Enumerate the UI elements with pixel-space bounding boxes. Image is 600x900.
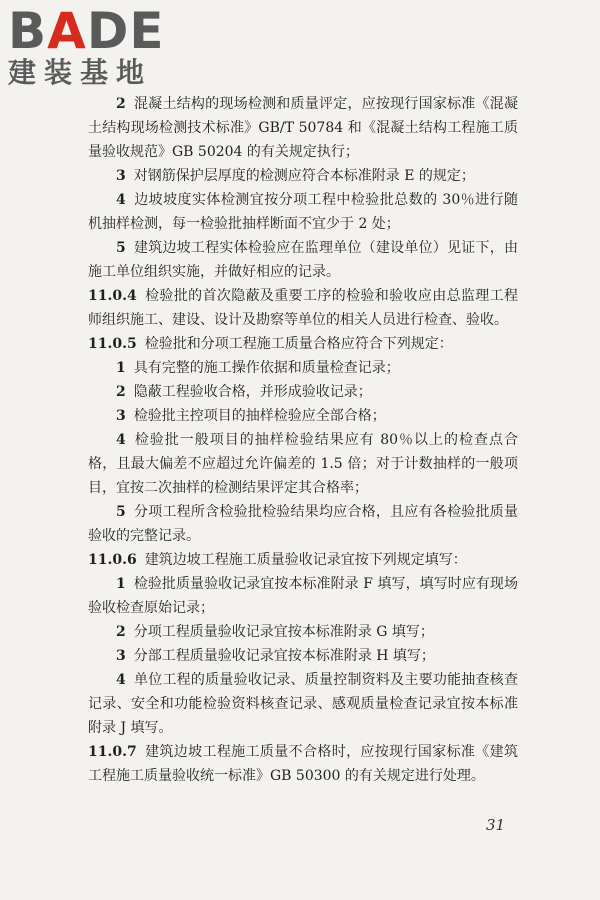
clause-item: 3 分部工程质量验收记录宜按本标准附录 H 填写； [116,648,435,664]
clause-item: 1 具有完整的施工操作依据和质量检查记录； [116,360,400,376]
section-clause: 11.0.6 建筑边坡工程施工质量验收记录宜按下列规定填写： [88,552,467,568]
clause-item: 3 检验批主控项目的抽样检验应全部合格； [116,408,386,424]
clause-item: 4 边坡坡度实体检测宜按分项工程中检验批总数的 30％进行随机抽样检测，每一检验批抽样断面不宜少于 2 处； [88,192,518,232]
clause-item: 2 混凝土结构的现场检测和质量评定，应按现行国家标准《混凝土结构现场检测技术标准》GB/T 50784 和《混凝土结构工程施工质量验收规范》GB 50204 的有关规定执行； [88,96,518,160]
clause-item: 4 检验批一般项目的抽样检验结果应有 80％以上的检查点合格，且最大偏差不应超过允许偏差的 1.5 倍；对于计数抽样的一般项目，宜按二次抽样的检测结果评定其合格率； [88,432,518,496]
section-clause: 11.0.7 建筑边坡工程施工质量不合格时，应按现行国家标准《建筑工程施工质量验收统一标准》GB 50300 的有关规定进行处理。 [88,744,518,784]
section-clause: 11.0.4 检验批的首次隐蔽及重要工序的检验和验收应由总监理工程师组织施工、建设、设计及勘察等单位的相关人员进行检查、验收。 [88,288,518,328]
document-body [88,92,518,788]
clause-item: 5 建筑边坡工程实体检验应在监理单位（建设单位）见证下，由施工单位组织实施，并做好相应的记录。 [88,240,518,280]
clause-item: 4 单位工程的质量验收记录、质量控制资料及主要功能抽查核查记录、安全和功能检验资料核查记录、感观质量检查记录宜按本标准附录 J 填写。 [88,672,518,736]
clause-item: 3 对钢筋保护层厚度的检测应符合本标准附录 E 的规定； [116,168,475,184]
clause-item: 5 分项工程所含检验批检验结果均应合格，且应有各检验批质量验收的完整记录。 [88,504,518,544]
section-clause: 11.0.5 检验批和分项工程施工质量合格应符合下列规定： [88,336,453,352]
clause-item: 2 隐蔽工程验收合格，并形成验收记录； [116,384,372,400]
logo-latin-text: BADE [8,2,165,60]
page-number: 31 [486,816,506,834]
clause-item: 2 分项工程质量验收记录宜按本标准附录 G 填写； [116,624,434,640]
clause-item: 1 检验批质量验收记录宜按本标准附录 F 填写，填写时应有现场验收检查原始记录； [88,576,518,616]
logo-cjk-text: 建装基地 [8,56,153,89]
bade-logo [8,2,178,92]
